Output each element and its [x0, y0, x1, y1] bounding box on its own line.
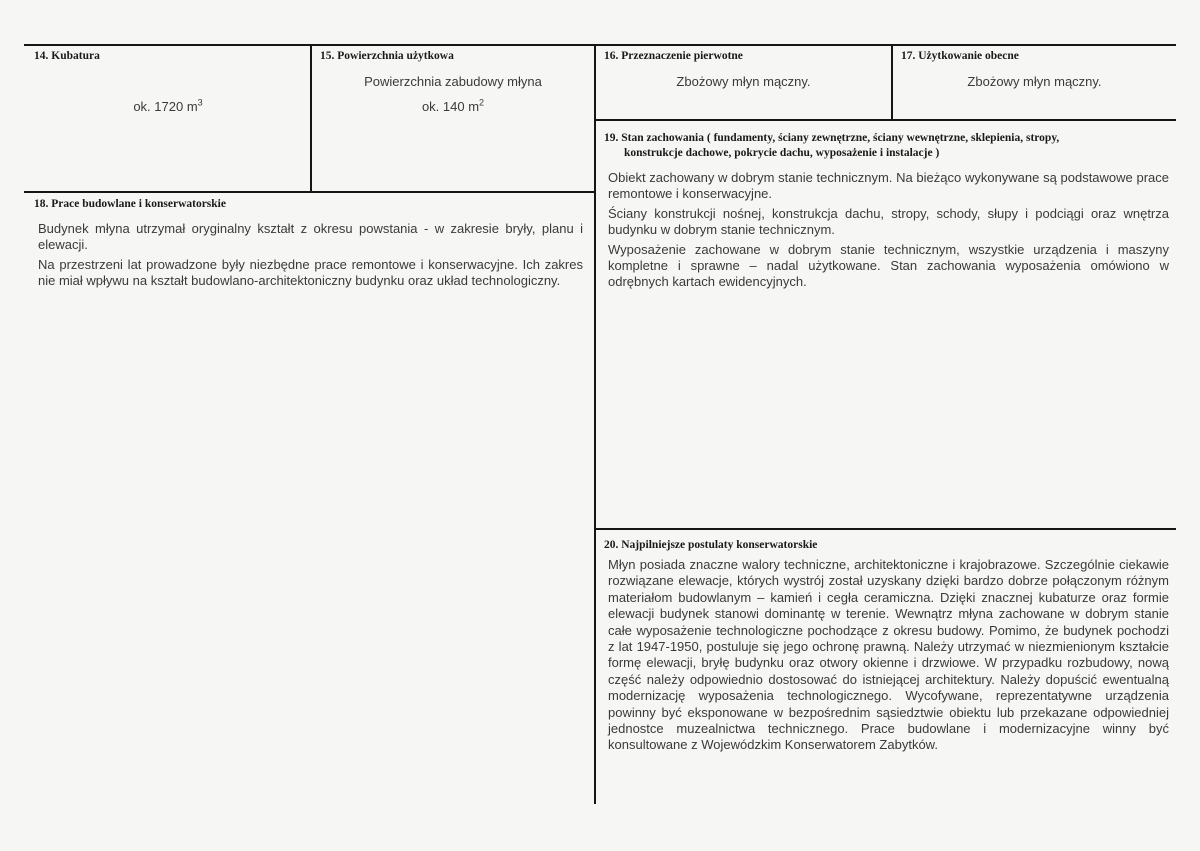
top-border — [24, 44, 1176, 46]
divider-14-15 — [310, 44, 312, 192]
section-19-paragraph: Obiekt zachowany w dobrym stanie technicznym. Na bieżąco wykonywane są podstawowe prace remontowe i konserwacyjne. — [608, 170, 1169, 202]
section-15-label: Powierzchnia zabudowy młyna — [364, 74, 542, 89]
section-14-value: ok. 1720 $m^3$ — [133, 97, 203, 114]
section-16-title: 16. Przeznaczenie pierwotne — [604, 50, 743, 62]
section-20-title: 20. Najpilniejsze postulaty konserwatorskie — [604, 539, 818, 551]
section-18-paragraph: Budynek młyna utrzymał oryginalny kształt z okresu powstania - w zakresie bryły, planu i elewacji. — [38, 221, 583, 253]
section-18-body — [38, 221, 583, 293]
section-17-value: Zbożowy młyn mączny. — [967, 74, 1102, 89]
section-19-paragraph: Ściany konstrukcji nośnej, konstrukcja dachu, stropy, schody, słupy i podciągi oraz wnętrza budynku w dobrym stanie technicznym. — [608, 205, 1169, 238]
section-18-title: 18. Prace budowlane i konserwatorskie — [34, 198, 226, 210]
divider-above-18 — [24, 191, 596, 193]
divider-above-19 — [594, 119, 1176, 121]
section-17-title: 17. Użytkowanie obecne — [901, 50, 1019, 62]
section-15-value: ok. 140 $m^2$ — [421, 97, 485, 114]
section-19-paragraph: Wyposażenie zachowane w dobrym stanie technicznym, wszystkie urządzenia i maszyny kompletne i sprawne – nadal użytkowane. Stan zachowania wyposażenia omówiono w odrębnych kartach ewidencyjnych. — [608, 241, 1169, 290]
section-18-paragraph: Na przestrzeni lat prowadzone były niezbędne prace remontowe i konserwacyjne. Ich zakres nie miał wpływu na kształt budowlano-architektoniczny budynku oraz układ technologiczny. — [38, 256, 583, 289]
divider-center — [594, 44, 596, 804]
section-19-body — [608, 170, 1169, 294]
section-19-title: 19. Stan zachowania ( fundamenty, ściany zewnętrzne, ściany wewnętrzne, sklepienia, stropy, konstrukcje dachowe, pokrycie dachu, wyposażenie i instalacje ) — [604, 132, 1060, 159]
unit-exponent: 2 — [479, 97, 485, 108]
section-20-paragraph: Młyn posiada znaczne walory techniczne, architektoniczne i krajobrazowe. Szczególnie ciekawie rozwiązane elewacje, których wystrój został uzyskany dzięki bardzo dobrze połączonym różnym materiałom budowlanym – kamień i cegła ceramiczna. Dzięki znacznej kubaturze oraz formie elewacji budynek stanowi dominantę w terenie. Wewnątrz młyna zachowane w dobrym stanie całe wyposażenie technologiczne pochodzące z okresu budowy. Pomimo, że budynek pochodzi z lat 1947-1950, postuluje się jego ochronę prawną. Należy utrzymać w niezmienionym kształcie formę elewacji, bryłę budynku oraz otwory okienne i drzwiowe. W przypadku rozbudowy, nową część należy odpowiednio dostosować do istniejącej architektury. Należy dopuścić ewentualną modernizację wyposażenia technologicznego. Wycofywane, reprezentatywne urządzenia powinny być eksponowane w bezpośrednim sąsiedztwie obiektu lub przekazane odpowiedniej jednostce muzealnictwa technicznego. Prace budowlane i modernizacyjne winny być konsultowane z Wojewódzkim Konserwatorem Zabytków. — [608, 557, 1169, 753]
section-20-body — [608, 557, 1169, 757]
divider-above-20 — [594, 528, 1176, 530]
section-16-value: Zbożowy młyn mączny. — [676, 74, 811, 89]
section-15-title: 15. Powierzchnia użytkowa — [320, 50, 454, 62]
section-14-title: 14. Kubatura — [34, 50, 100, 62]
unit-exponent: 3 — [197, 97, 203, 108]
